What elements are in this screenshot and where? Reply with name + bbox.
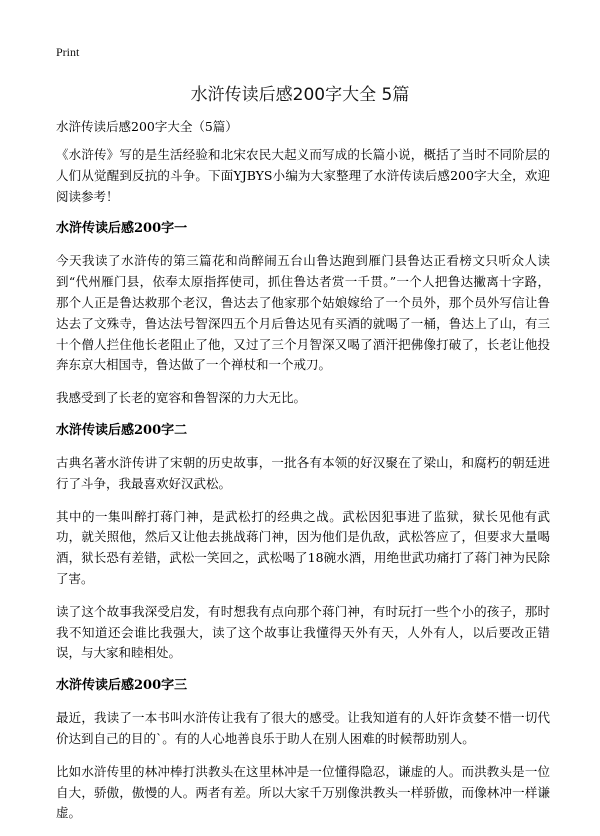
section-1 [56,219,550,409]
section-paragraph: 比如水浒传里的林冲棒打洪教头在这里林冲是一位懂得隐忍，谦虚的人。而洪教头是一位自大，骄傲，傲慢的人。两者有差。所以大家千万别像洪教头一样骄傲，而像林冲一样谦虚。 [56,763,550,821]
section-heading: 水浒传读后感200字二 [56,422,188,438]
section-paragraph: 读了这个故事我深受启发，有时想我有点向那个蒋门神，有时玩打一些个小的孩子，那时我不知道还会谁比我强大，读了这个故事让我懂得天外有天，人外有人，以后要改正错误，与大家和睦相处。 [56,603,550,661]
section-2 [56,421,550,664]
section-3 [56,676,550,824]
article-subtitle: 水浒传读后感200字大全（5篇） [56,119,238,134]
section-paragraph: 我感受到了长老的宽容和鲁智深的力大无比。 [56,390,307,406]
section-heading: 水浒传读后感200字一 [56,221,188,237]
section-paragraph: 其中的一集叫醉打蒋门神，是武松打的经典之战。武松因犯事进了监狱，狱长见他有武功，就关照他，然后又让他去挑战蒋门神，因为他们是仇敌，武松答应了，但要求大量喝酒，狱长恐有差错，武松一笑回之，武松喝了18碗水酒，用绝世武功痛打了蒋门神为民除了害。 [56,508,550,586]
section-heading: 水浒传读后感200字三 [56,678,188,694]
article-body [56,117,550,836]
section-paragraph: 今天我读了水浒传的第三篇花和尚醉闹五台山鲁达跑到雁门县鲁达正看榜文只听众人读到“代州雁门县，依奉太原指挥使司，抓住鲁达者赏一千贯。”一个人把鲁达撇离十字路，那个人正是鲁达救那个老汉，鲁达去了他家那个姑娘嫁给了一个员外，那个员外写信让鲁达去了文殊寺，鲁达法号智深四五个月后鲁达见有买酒的就喝了一桶，鲁达上了山，有三十个僧人拦住他长老阻止了他，又过了三个月智深又喝了酒汗把佛像打破了，长老让他投奔东京大相国寺，鲁达做了一个禅杖和一个戒刀。 [56,253,550,373]
section-paragraph: 古典名著水浒传讲了宋朝的历史故事，一批各有本领的好汉聚在了梁山，和腐朽的朝廷进行了斗争，我最喜欢好汉武松。 [56,454,550,491]
intro-paragraph: 《水浒传》写的是生活经验和北宋农民大起义而写成的长篇小说，概括了当时不同阶层的人们从觉醒到反抗的斗争。下面YJBYS小编为大家整理了水浒传读后感200字大全，欢迎阅读参考！ [56,147,550,204]
section-paragraph: 最近，我读了一本书叫水浒传让我有了很大的感受。让我知道有的人奸诈贪婪不惜一切代价达到自己的目的`。有的人心地善良乐于助人在别人困难的时候帮助别人。 [56,710,550,746]
print-link[interactable]: Print [56,45,80,59]
page-title: 水浒传读后感200字大全 5篇 [190,85,410,105]
